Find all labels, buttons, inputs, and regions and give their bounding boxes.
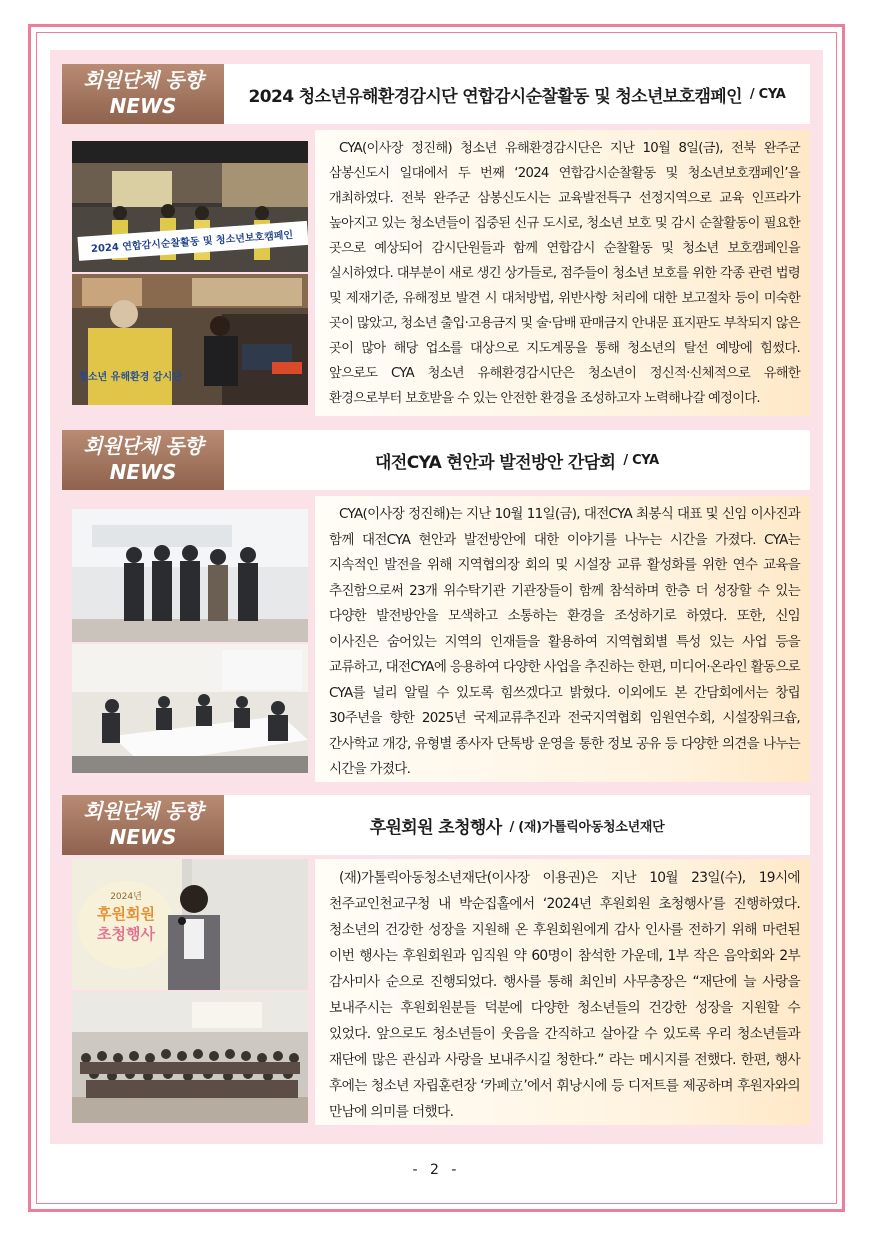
badge-label: 회원단체 동향 bbox=[83, 434, 203, 458]
section-badge bbox=[62, 795, 224, 855]
audience-photo bbox=[72, 992, 308, 1123]
section-badge bbox=[62, 430, 224, 490]
article-body-box bbox=[315, 496, 810, 782]
article-org: / (재)가톨릭아동청소년재단 bbox=[509, 819, 665, 835]
article-title: 후원회원 초청행사 bbox=[369, 817, 502, 838]
badge-label: 회원단체 동향 bbox=[83, 799, 203, 823]
article-title: 대전CYA 현안과 발전방안 간담회 bbox=[375, 452, 616, 473]
campaign-banner-photo bbox=[72, 141, 308, 272]
group-photo bbox=[72, 509, 308, 642]
event-sign-line2: 초청행사 bbox=[97, 925, 155, 943]
article-body-box bbox=[315, 859, 810, 1125]
badge-news: NEWS bbox=[109, 94, 177, 118]
section-badge bbox=[62, 64, 224, 124]
article-2 bbox=[62, 430, 810, 782]
article-body: (재)가톨릭아동청소년재단(이사장 이용권)은 지난 10월 23일(수), 19시에 천주교인천교구청 내 박순집홀에서 ‘2024년 후원회원 초청행사’를 진행하였다. 청소년의 건강한 성장을 지원해 온 후원회원에게 감사 인사를 전하기 위해 마련된 이번 행사는 후원회원과 임직원 약 60명이 참석한 가운데, 1부 작은 음악회와 2부 감사미사 순으로 진행되었다. 행사를 통해 최인비 사무총장은 “재단에 늘 사랑을 보내주시는 후원회원분들 덕분에 다양한 청소년들의 건강한 성장을 지원할 수 있었다. 앞으로도 청소년들이 웃음을 간직하고 살아갈 수 있도록 우리 청소년들과 재단에 많은 관심과 사랑을 보내주시길 청한다.” 라는 메시지를 전했다. 한편, 행사 후에는 청소년 자립훈련장 ‘카페立’에서 휘낭시에 등 디저트를 제공하며 후원자와의 만남에 의미를 더했다. bbox=[329, 870, 800, 1120]
article-org: / CYA bbox=[749, 86, 786, 102]
event-sign-line1: 후원회원 bbox=[97, 905, 155, 923]
event-sign-year: 2024년 bbox=[110, 892, 142, 902]
badge-label: 회원단체 동향 bbox=[83, 68, 203, 92]
page-number: - 2 - bbox=[412, 1162, 461, 1178]
vest-text: 청소년 유해환경 감시단 bbox=[78, 372, 182, 383]
speaker-photo bbox=[72, 859, 308, 990]
article-body: CYA(이사장 정진해)는 지난 10월 11일(금), 대전CYA 최봉식 대표 및 신임 이사진과 함께 대전CYA 현안과 발전방안에 대한 이야기를 나누는 시간을 가졌다. CYA는 지속적인 발전을 위해 지역협의장 회의 및 시설장 교류 활성화를 위한 연수 교육을 추진함으로써 23개 위수탁기관 기관장들이 함께 참석하며 한층 더 성장할 수 있는 다양한 발전방안을 모색하고 소통하는 환경을 조성하기로 하였다. 또한, 신임 이사진은 숨어있는 지역의 인재들을 활용하여 지역협회별 특성 있는 사업 등을 교류하고, 대전CYA에 응용하여 다양한 사업을 추진하는 한편, 미디어·온라인 활동으로 CYA를 널리 알릴 수 있도록 힘쓰겠다고 밝혔다. 이외에도 본 간담회에서는 창립 30주년을 향한 2025년 국제교류추진과 전국지역협회 임원연수회, 시설장워크숍, 간사학교 개강, 유형별 종사자 단톡방 운영을 통한 정보 공유 등 다양한 의견을 나누는 시간을 가졌다. bbox=[329, 506, 800, 777]
banner-text: 2024 연합감시순찰활동 및 청소년보호캠페인 bbox=[90, 229, 294, 256]
shop-guidance-photo bbox=[72, 274, 308, 405]
article-body-box bbox=[315, 130, 810, 416]
article-3 bbox=[62, 795, 810, 1133]
article-org: / CYA bbox=[623, 452, 659, 468]
badge-news: NEWS bbox=[109, 825, 177, 849]
article-header bbox=[224, 430, 810, 490]
badge-news: NEWS bbox=[109, 460, 177, 484]
meeting-photo bbox=[72, 644, 308, 773]
article-header bbox=[224, 64, 810, 124]
article-header bbox=[224, 795, 810, 855]
article-body: CYA(이사장 정진해) 청소년 유해환경감시단은 지난 10월 8일(금), 전북 완주군 삼봉신도시 일대에서 두 번째 ‘2024 연합감시순찰활동 및 청소년보호캠페인’을 개최하였다. 전북 완주군 삼봉신도시는 교육발전특구 선정지역으로 교육 인프라가 높아지고 있는 청소년들이 집중된 신규 도시로, 청소년 보호 및 감시 순찰활동이 필요한 곳으로 예상되어 감시단원들과 함께 연합감시 순찰활동 및 청소년 보호캠페인을 실시하였다. 대부분이 새로 생긴 상가들로, 점주들이 청소년 보호를 위한 각종 관련 법령 및 제재기준, 유해정보 발견 시 대처방법, 위반사항 처리에 대한 보고절차 등이 미숙한 곳이 많았고, 청소년 출입·고용금지 및 술·담배 판매금지 안내문 표지판도 부착되지 않은 곳이 많아 해당 업소를 대상으로 지도계몽을 통해 청소년의 탈선 예방에 힘썼다. 앞으로도 CYA 청소년 유해환경감시단은 청소년이 정신적·신체적으로 유해한 환경으로부터 보호받을 수 있는 안전한 환경을 조성하고자 노력해나갈 예정이다. bbox=[329, 141, 800, 406]
article-1 bbox=[62, 64, 810, 416]
article-title: 2024 청소년유해환경감시단 연합감시순찰활동 및 청소년보호캠페인 bbox=[248, 86, 742, 107]
